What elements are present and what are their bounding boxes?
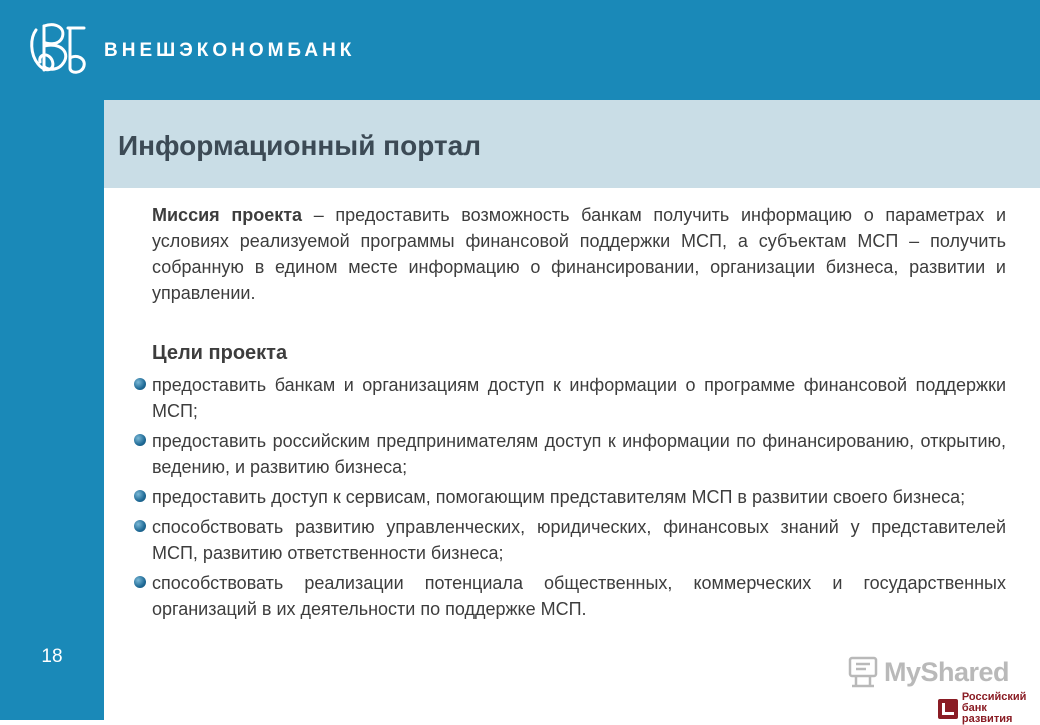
mission-text: – предоставить возможность банкам получить информацию о параметрах и условиях реализуемой программы финансовой поддержки МСП, а субъектам МСП – получить собранную в едином месте информацию о финансировании, организации бизнеса, развитии и управлении. xyxy=(152,205,1006,303)
footer-brand xyxy=(938,692,1040,725)
list-item xyxy=(152,428,1006,480)
bullet-icon xyxy=(134,490,146,502)
left-sidebar xyxy=(0,100,104,720)
rbr-logo-icon xyxy=(938,699,958,719)
bullet-icon xyxy=(134,520,146,532)
goal-text: предоставить доступ к сервисам, помогающим представителям МСП в развитии своего бизнеса; xyxy=(152,487,966,507)
goal-text: способствовать реализации потенциала общественных, коммерческих и государственных организаций в их деятельности по поддержке МСП. xyxy=(152,573,1006,619)
header-bar xyxy=(0,0,1040,100)
watermark-text: MyShared xyxy=(884,656,1010,687)
goals-heading: Цели проекта xyxy=(152,342,288,364)
myshared-watermark[interactable] xyxy=(846,656,1009,688)
list-item xyxy=(152,514,1006,566)
bullet-icon xyxy=(134,378,146,390)
footer-brand-text xyxy=(962,692,1040,725)
bullet-icon xyxy=(134,434,146,446)
slide-title: Информационный портал xyxy=(118,130,482,161)
goal-text: предоставить российским предпринимателям доступ к информации по финансированию, открытию, ведению, и развитию бизнеса; xyxy=(152,431,1006,477)
bank-name: ВНЕШЭКОНОМБАНК xyxy=(104,40,356,61)
goals-list xyxy=(152,372,1006,622)
list-item xyxy=(152,372,1006,424)
mission-lead: Миссия проекта xyxy=(152,205,303,225)
bullet-icon xyxy=(134,576,146,588)
page-number: 18 xyxy=(41,646,63,667)
goal-text: способствовать развитию управленческих, юридических, финансовых знаний у представителей МСП, развитию ответственности бизнеса; xyxy=(152,517,1006,563)
list-item xyxy=(152,570,1006,622)
list-item xyxy=(152,484,1006,510)
veb-logo-icon xyxy=(26,18,90,80)
footer-brand-line2: банк развития xyxy=(961,702,1013,725)
mission-paragraph xyxy=(152,202,1006,306)
slide-content xyxy=(152,200,1006,626)
footer-brand-line1: Российский xyxy=(961,691,1027,703)
myshared-logo-icon xyxy=(846,656,880,688)
goal-text: предоставить банкам и организациям доступ к информации о программе финансовой поддержки МСП; xyxy=(152,375,1006,421)
